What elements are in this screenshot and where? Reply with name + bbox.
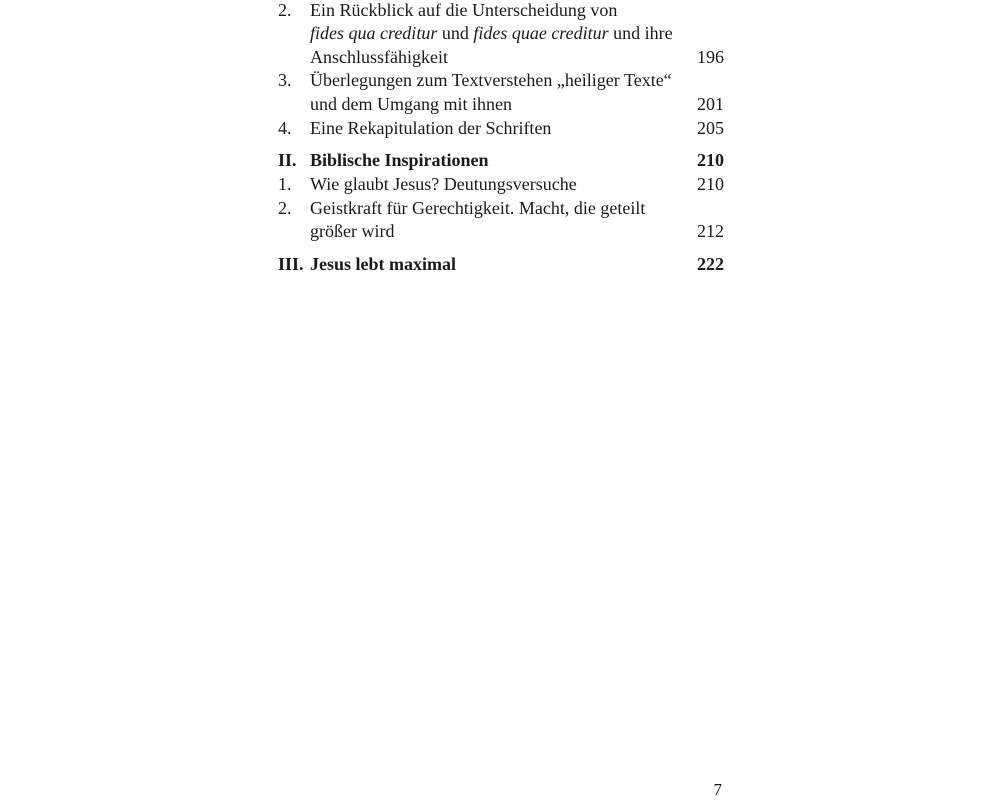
toc-entry-title-continued bbox=[310, 23, 673, 44]
toc-section-number: III. bbox=[278, 254, 304, 274]
toc-section-number: II. bbox=[278, 150, 297, 170]
toc-entry-title: Wie glaubt Jesus? Deutungsversuche bbox=[310, 174, 577, 194]
toc-entry-title: Geistkraft für Gerechtigkeit. Macht, die geteilt bbox=[310, 198, 646, 218]
toc-entry-number: 4. bbox=[278, 118, 292, 138]
toc-page-number: 210 bbox=[697, 174, 724, 194]
toc-entry-number: 3. bbox=[278, 70, 292, 90]
toc-entry-text: und bbox=[437, 23, 474, 43]
toc-entry-number: 2. bbox=[278, 198, 292, 218]
toc-page-number: 196 bbox=[697, 47, 724, 67]
toc-entry-title-continued: Anschlussfähigkeit bbox=[310, 47, 448, 67]
toc-page-number: 205 bbox=[697, 118, 724, 138]
toc-entry-text: und ihre bbox=[608, 23, 673, 43]
toc-entry-title: Eine Rekapitulation der Schriften bbox=[310, 118, 552, 138]
toc-section-title: Biblische Inspirationen bbox=[310, 150, 489, 170]
toc-entry-title-continued: größer wird bbox=[310, 221, 395, 241]
toc-entry-title: Überlegungen zum Textverstehen „heiliger Texte“ bbox=[310, 70, 672, 90]
toc-section-title: Jesus lebt maximal bbox=[310, 254, 456, 274]
toc-entry-title: Ein Rückblick auf die Unterscheidung von bbox=[310, 0, 618, 20]
toc-page-number: 201 bbox=[697, 94, 724, 114]
toc-entry-italic-term: fides quae creditur bbox=[473, 23, 609, 43]
toc-page-number: 222 bbox=[697, 254, 724, 274]
toc-page-number: 212 bbox=[697, 221, 724, 241]
toc-entry-number: 1. bbox=[278, 174, 292, 194]
toc-page-number: 210 bbox=[697, 150, 724, 170]
toc-entry-number: 2. bbox=[278, 0, 292, 20]
page-number-footer: 7 bbox=[713, 780, 722, 799]
toc-entry-title-continued: und dem Umgang mit ihnen bbox=[310, 94, 512, 114]
toc-entry-italic-term: fides qua creditur bbox=[310, 23, 438, 43]
